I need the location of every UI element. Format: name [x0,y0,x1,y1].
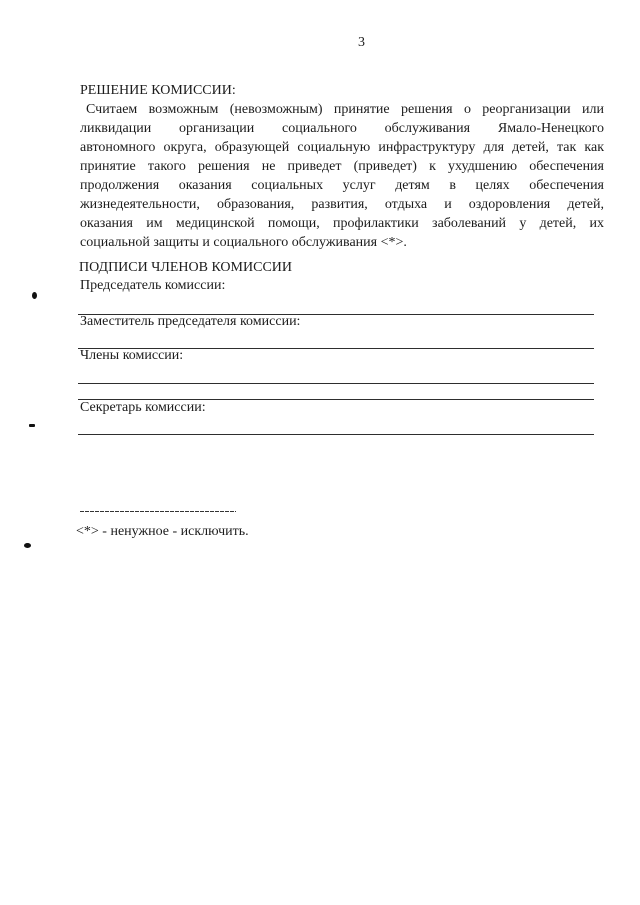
decision-text-line: Считаем возможным (невозможным) принятие решения о реорганизации или [86,102,604,117]
decision-text-line: оказания им медицинской помощи, профилактики заболеваний у детей, их [80,216,604,231]
page-number: 3 [358,35,365,50]
decision-text-line: продолжения оказания социальных услуг детям в целях обеспечения [80,178,604,193]
scan-speck [24,543,31,548]
decision-text-line: жизнедеятельности, образования, развития, отдыха и оздоровления детей, [80,197,604,212]
decision-text-line: автономного округа, образующей социальную инфраструктуру для детей, так как [80,140,604,155]
secretary-signature-line [78,434,594,435]
scan-speck [29,424,35,427]
footnote-text: <*> - ненужное - исключить. [76,524,249,539]
decision-text-line: социальной защиты и социального обслуживания <*>. [80,235,407,250]
decision-text-line: принятие такого решения не приведет (приведет) к ухудшению обеспечения [80,159,604,174]
members-label: Члены комиссии: [80,348,184,363]
deputy-chairman-label: Заместитель председателя комиссии: [80,314,301,329]
chairman-label: Председатель комиссии: [80,278,226,293]
scan-speck [32,292,37,299]
footnote-separator [80,511,236,512]
member-signature-line [78,383,594,384]
secretary-label: Секретарь комиссии: [80,400,206,415]
decision-text-line: ликвидации организации социального обслуживания Ямало-Ненецкого [80,121,604,136]
signatures-heading: ПОДПИСИ ЧЛЕНОВ КОМИССИИ [79,260,293,275]
decision-heading: РЕШЕНИЕ КОМИССИИ: [80,83,236,98]
